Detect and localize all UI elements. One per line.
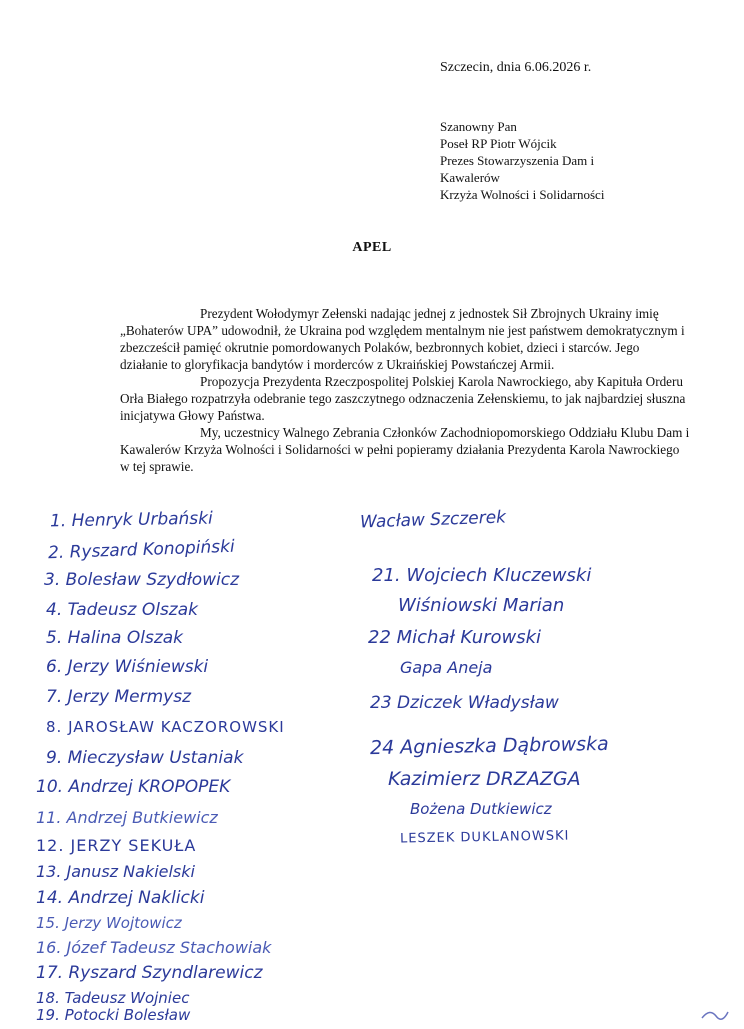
- signature-line: Kazimierz DRZAZGA: [388, 768, 581, 790]
- signature-line: 11. Andrzej Butkiewicz: [36, 808, 218, 827]
- signature-line: 12. JERZY SEKUŁA: [36, 836, 197, 855]
- addressee-line: Prezes Stowarzyszenia Dam i: [440, 153, 595, 168]
- document-body: [120, 305, 690, 475]
- signature-line: 10. Andrzej KROPOPEK: [36, 777, 231, 797]
- signature-line: 24 Agnieszka Dąbrowska: [369, 732, 609, 760]
- signature-line: 8. JAROSŁAW KACZOROWSKI: [46, 718, 285, 736]
- signature-line: 17. Ryszard Szyndlarewicz: [36, 963, 263, 983]
- signature-line: Gapa Aneja: [400, 658, 493, 677]
- signature-line: 5. Halina Olszak: [46, 628, 184, 648]
- addressee-line: Szanowny Pan: [440, 119, 517, 134]
- signature-line: 19. Potocki Bolesław: [36, 1006, 191, 1024]
- signature-line: 13. Janusz Nakielski: [36, 862, 195, 881]
- letter-date: Szczecin, dnia 6.06.2026 r.: [440, 60, 592, 75]
- signature-line: Wiśniowski Marian: [398, 595, 565, 616]
- signature-line: 2. Ryszard Konopiński: [47, 536, 236, 564]
- signature-line: 14. Andrzej Naklicki: [36, 888, 205, 908]
- body-paragraph: My, uczestnicy Walnego Zebrania Członków Zachodniopomorskiego Oddziału Klubu Dam i Kawalerów Krzyża Wolności i Solidarności w pełni popieramy działania Prezydenta Karola Nawrockiego w tej sprawie.: [120, 425, 690, 474]
- body-paragraph: Propozycja Prezydenta Rzeczpospolitej Polskiej Karola Nawrockiego, aby Kapituła Orderu Orła Białego rozpatrzyła odebranie tego zaszczytnego odznaczenia Zełenskiemu, to jak najbardziej słuszna inicjatywa Głowy Państwa.: [120, 374, 686, 423]
- addressee-line: Krzyża Wolności i Solidarności: [440, 187, 605, 202]
- signature-line: 23 Dziczek Władysław: [370, 693, 559, 713]
- signature-line: 4. Tadeusz Olszak: [46, 600, 198, 620]
- signature-line: Wacław Szczerek: [359, 507, 507, 533]
- signature-line: 18. Tadeusz Wojniec: [36, 989, 190, 1007]
- body-paragraph: Prezydent Wołodymyr Zełenski nadając jednej z jednostek Sił Zbrojnych Ukrainy imię „Bohaterów UPA” udowodnił, że Ukraina pod względem mentalnym nie jest państwem demokratycznym i zbezcześcił pamięć okrutnie pomordowanych Polaków, bezbronnych kobiet, dzieci i starców. Jego działanie to gloryfikacja bandytów i morderców z Ukraińskiej Powstańczej Armii.: [120, 306, 685, 372]
- addressee-line: Kawalerów: [440, 170, 500, 185]
- signature-line: 15. Jerzy Wojtowicz: [36, 914, 182, 932]
- signature-line: 6. Jerzy Wiśniewski: [46, 657, 209, 677]
- signature-line: LESZEK DUKLANOWSKI: [399, 828, 570, 847]
- signature-line: 7. Jerzy Mermysz: [46, 687, 191, 707]
- signature-line: 9. Mieczysław Ustaniak: [46, 748, 244, 768]
- signature-line: 21. Wojciech Kluczewski: [372, 565, 592, 586]
- signature-line: 16. Józef Tadeusz Stachowiak: [36, 938, 272, 957]
- addressee-line: Poseł RP Piotr Wójcik: [440, 136, 557, 151]
- signature-line: Bożena Dutkiewicz: [410, 800, 552, 818]
- addressee-block: [440, 118, 604, 203]
- signature-line: 22 Michał Kurowski: [368, 627, 542, 648]
- signature-line: 1. Henryk Urbański: [49, 508, 213, 532]
- document-title: APEL: [352, 240, 392, 255]
- signature-line: 3. Bolesław Szydłowicz: [44, 570, 240, 590]
- corner-scribble-icon: [700, 1004, 730, 1024]
